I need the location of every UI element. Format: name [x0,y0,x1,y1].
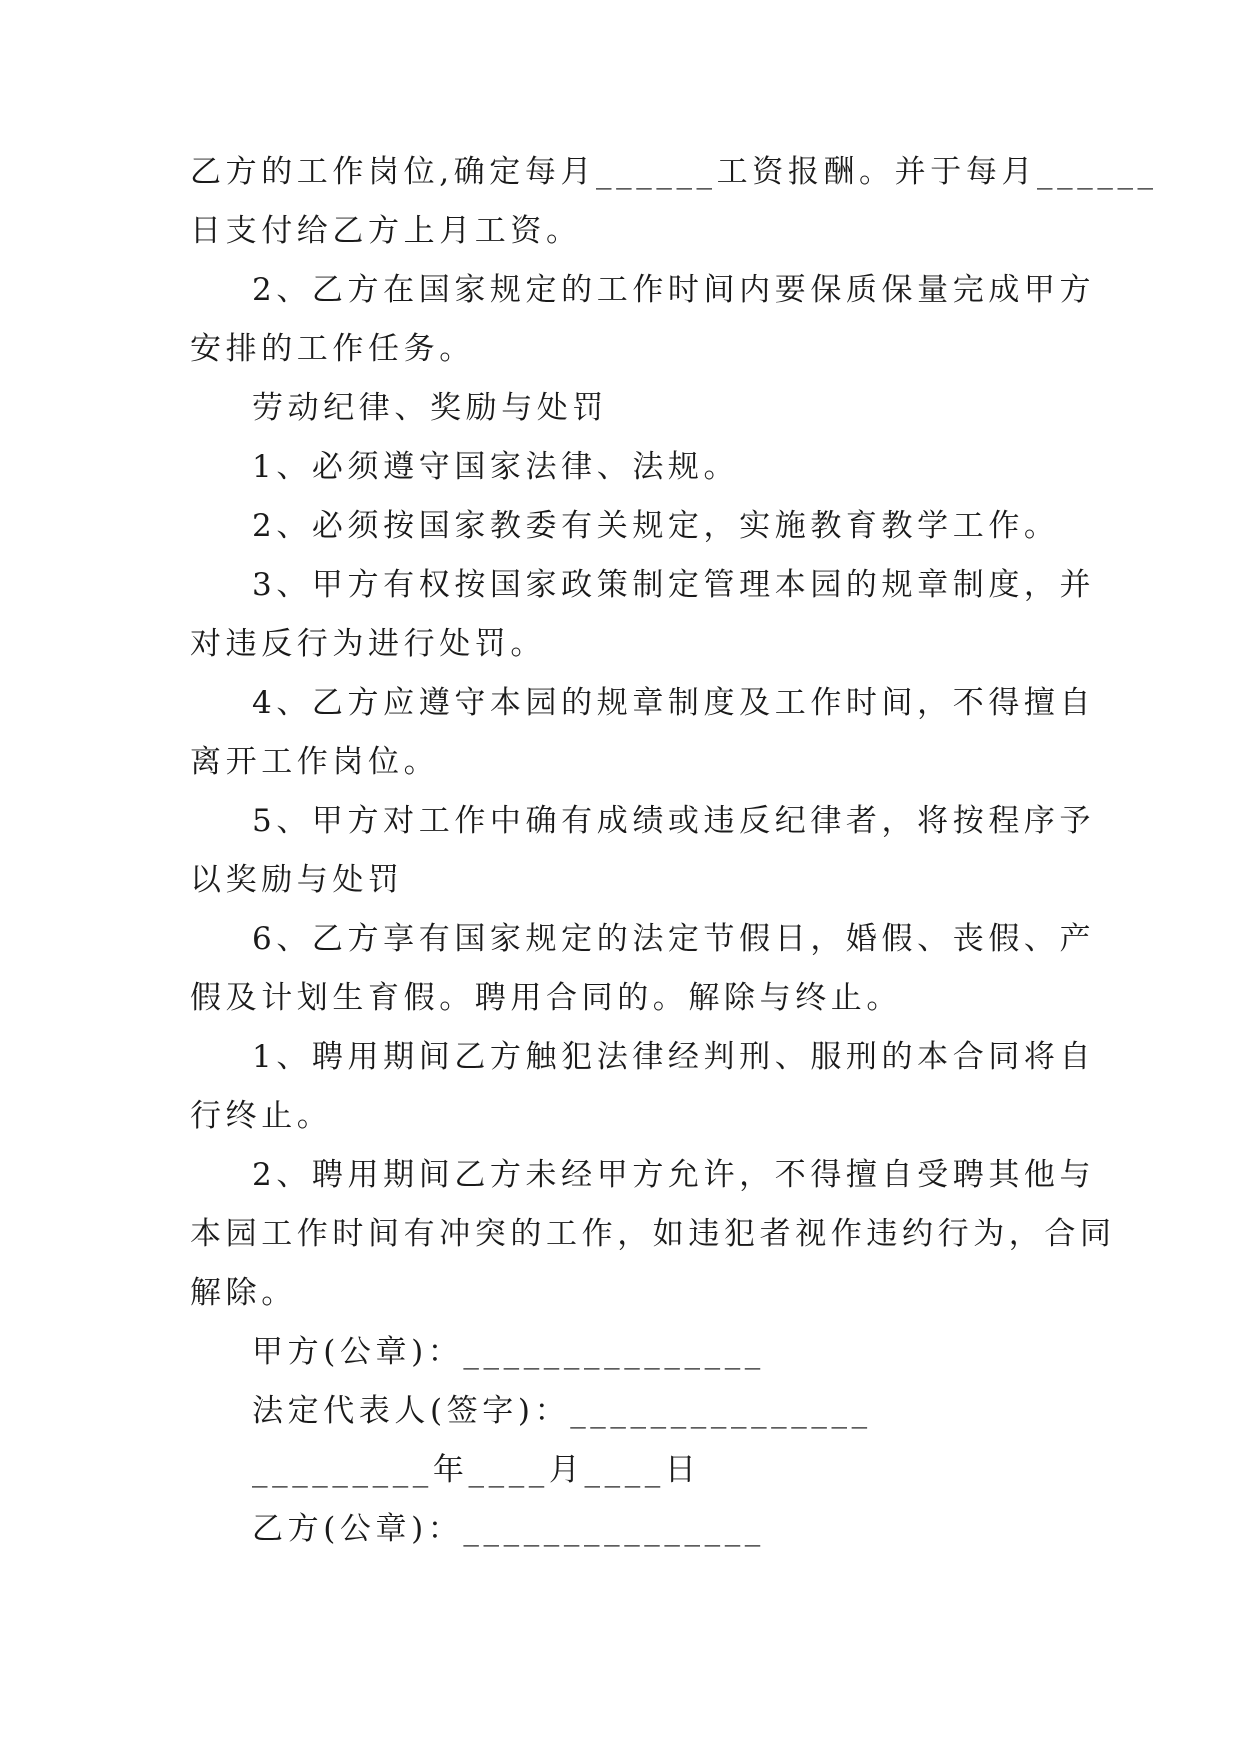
text-line: 行终止。 [190,1098,333,1134]
text-line: 4、乙方应遵守本园的规章制度及工作时间，不得擅自 [252,685,1096,721]
section-heading: 劳动纪律、奖励与处罚 [252,390,608,426]
text-line: 2、乙方在国家规定的工作时间内要保质保量完成甲方 [252,272,1096,308]
text-line: 解除。 [190,1275,297,1311]
text-line: 5、甲方对工作中确有成绩或违反纪律者，将按程序予 [252,803,1096,839]
text-line: 以奖励与处罚 [190,862,404,898]
date-field: _________年____月____日 [252,1452,701,1488]
text-line: 日支付给乙方上月工资。 [190,213,582,249]
text-line: 对违反行为进行处罚。 [190,626,546,662]
legal-representative-signature-field: 法定代表人(签字)：_______________ [252,1393,872,1429]
text-line: 安排的工作任务。 [190,331,475,367]
text-line: 离开工作岗位。 [190,744,440,780]
text-line: 2、聘用期间乙方未经甲方允许，不得擅自受聘其他与 [252,1157,1096,1193]
text-line: 2、必须按国家教委有关规定，实施教育教学工作。 [252,508,1060,544]
text-line: 6、乙方享有国家规定的法定节假日，婚假、丧假、产 [252,921,1096,957]
text-line: 1、聘用期间乙方触犯法律经判刑、服刑的本合同将自 [252,1039,1096,1075]
text-line: 3、甲方有权按国家政策制定管理本园的规章制度，并 [252,567,1096,603]
party-b-seal-field: 乙方(公章)：_______________ [252,1511,765,1547]
text-line: 假及计划生育假。聘用合同的。解除与终止。 [190,980,902,1016]
text-line: 乙方的工作岗位,确定每月______工资报酬。并于每月______ [190,154,1158,190]
text-line: 1、必须遵守国家法律、法规。 [252,449,740,485]
text-line: 本园工作时间有冲突的工作，如违犯者视作违约行为，合同 [190,1216,1116,1252]
party-a-seal-field: 甲方(公章)：_______________ [252,1334,765,1370]
